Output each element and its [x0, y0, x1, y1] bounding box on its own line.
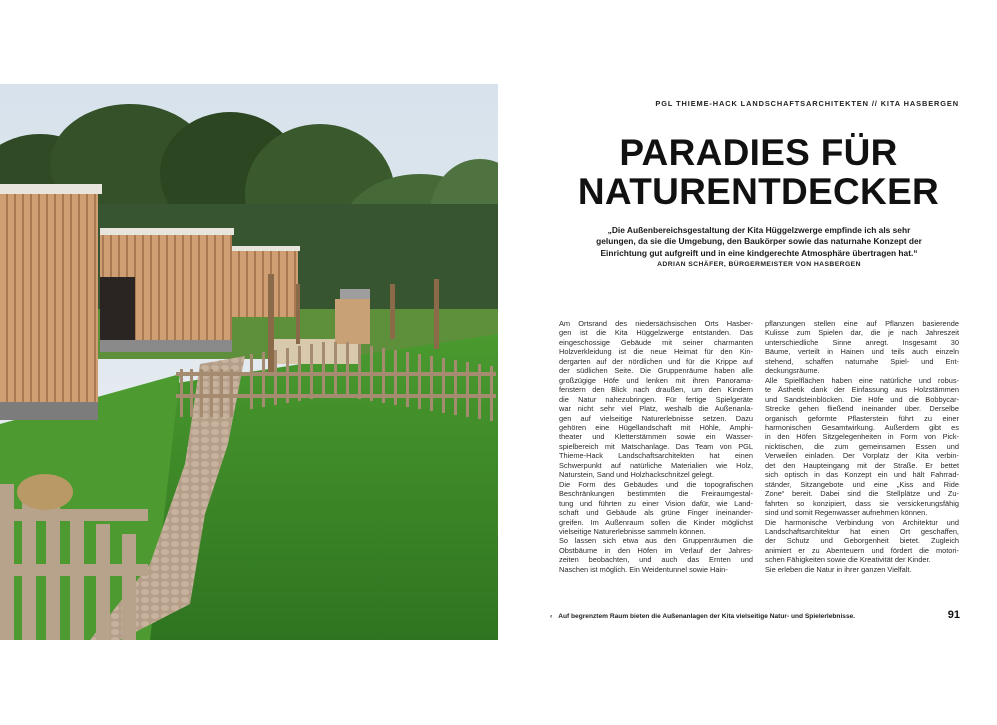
kita-courtyard-illustration	[0, 84, 498, 640]
pull-quote	[566, 225, 952, 259]
body-line: fenstern den Blick nach draußen, um den Kindern	[559, 385, 753, 395]
body-line: in den Höfen Sitzgelegenheiten in Form von Pick-	[765, 432, 959, 442]
body-line: Zone“ bereit. Dabei sind die Stellplätze und Zu-	[765, 489, 959, 499]
body-line: ständer, Sitzangebote und eine „Kiss and Ride	[765, 479, 959, 489]
body-line: gen ist die Kita Hüggelzwerge entstanden. Das	[559, 328, 753, 338]
headline-line-2: NATURENTDECKER	[577, 171, 940, 212]
body-line: fahrten so konzipiert, dass sie versickerungsfähig	[765, 498, 959, 508]
page-number: 91	[947, 609, 960, 621]
body-line: Verweilen einladen. Der Vorplatz der Kita verbin-	[765, 451, 959, 461]
body-column-2	[765, 319, 959, 574]
body-line: schaft und Gebäude als grüne Finger ineinander-	[559, 508, 753, 518]
headline-line-1: PARADIES FÜR	[619, 132, 898, 173]
body-line: Die Form des Gebäudes und die topografischen	[559, 479, 753, 489]
body-line: Landschaftsarchitektur hat einen Ort geschaffen,	[765, 526, 959, 536]
article-kicker: PGL THIEME-HACK LANDSCHAFTSARCHITEKTEN // KITA HASBERGEN	[655, 99, 959, 108]
body-line: nicktischen, die zum gemeinsamen Essen und	[765, 441, 959, 451]
body-line: Thieme-Hack Landschaftsarchitekten hat einen	[559, 451, 753, 461]
body-line: Kulisse zum Spielen dar, die je nach Jahreszeit	[765, 328, 959, 338]
body-line: Sie erleben die Natur in ihrer ganzen Vielfalt.	[765, 564, 912, 574]
body-line: det den Haupteingang mit der Straße. Er bettet	[765, 460, 959, 470]
play-structure	[335, 299, 370, 344]
body-line: Bäume, verteilt in Hainen und teils auch einzeln	[765, 347, 959, 357]
body-line: vielseitige Naturerlebnisse sammeln können.	[559, 526, 706, 536]
body-line: pflanzungen stellen eine auf Pflanzen basierende	[765, 319, 959, 328]
body-line: So lassen sich etwa aus den Gruppenräumen die	[559, 536, 753, 546]
body-line: Beschränkungen bestimmten die Freiraumgestal-	[559, 489, 753, 499]
body-line: te Ästhetik dank der Einfassung aus Holzstämmen	[765, 385, 959, 395]
body-line: tung und führten zu einer Vision dafür, wie Land-	[559, 498, 753, 508]
body-line: Strecke gehen fließend ineinander über. Derselbe	[765, 404, 959, 414]
body-line: dergarten auf der nördlichen und für die Krippe auf	[559, 356, 753, 366]
body-line: animiert er zu Abenteuern und fördert die motori-	[765, 545, 959, 555]
caption-text: Auf begrenztem Raum bieten die Außenanlagen der Kita vielseitige Natur- und Spielerlebnisse.	[558, 613, 856, 620]
body-line: theater und Kletterstämmen sowie ein Wasser-	[559, 432, 753, 442]
body-line: zeiten beobachten, und auch das Ernten und	[559, 555, 753, 565]
building-back	[232, 246, 300, 317]
quote-line: Einrichtung gut aufgreift und in eine kindgerechte Atmosphäre übertragen hat.“	[600, 247, 918, 258]
body-line: Naturstein, Sand und Holzhackschnitzel gelegt.	[559, 470, 714, 480]
body-line: sind und somit Regenwasser aufnehmen können.	[765, 508, 928, 518]
body-column-1	[559, 319, 753, 574]
body-line: spielbereich mit Matschanlage. Das Team von PGL	[559, 441, 753, 451]
body-line: Alle Spielflächen haben eine natürliche und robus-	[765, 375, 959, 385]
body-line: unterschiedliche Sinne anregt. Insgesamt 30	[765, 337, 959, 347]
body-line: sich optisch in das Konzept ein und hält Fahrrad-	[765, 470, 959, 480]
body-line: harmonischen Gesamtwirkung. Außerdem gibt es	[765, 422, 959, 432]
body-line: Holzverkleidung ist die neue Heimat für den Kin-	[559, 347, 753, 357]
body-line: großzügige Höfe und lenken mit ihren Panorama-	[559, 375, 753, 385]
body-line: Obstbäume in den Höfen im Verlauf der Jahres-	[559, 545, 753, 555]
article-headline	[540, 133, 977, 211]
caption-arrow-icon: ‹	[550, 613, 553, 620]
body-line: stehend, schaffen naturnahe Spiel- und Ent-	[765, 356, 959, 366]
body-line: der Schutz und Geborgenheit bietet. Zugleich	[765, 536, 959, 546]
body-line: schen Fähigkeiten sowie die Kreativität der Kinder.	[765, 555, 931, 565]
body-line: die Natur nahezubringen. Für fertige Spielgeräte	[559, 394, 753, 404]
body-line: Die harmonische Verbindung von Architektur und	[765, 517, 959, 527]
photo-caption	[550, 613, 880, 620]
body-line: Schwerpunkt auf natürliche Materialien wie Holz,	[559, 460, 753, 470]
body-line: greifen. Im Außenraum sollen die Kinder möglichst	[559, 517, 753, 527]
body-line: Am Ortsrand des niedersächsischen Orts Hasber-	[559, 319, 753, 328]
body-line: Naschen ist möglich. Ein Weidentunnel sowie Hain-	[559, 564, 728, 574]
body-line: und Sandsteinblöcken. Die Höfe und die Bobbycar-	[765, 394, 959, 404]
quote-line: gelungen, da sie die Umgebung, den Baukörper sowie das naturnahe Konzept der	[596, 236, 922, 247]
body-line: war nicht sehr viel Platz, weshalb die Außenanla-	[559, 404, 753, 414]
body-line: der südlichen Seite. Die Gruppenräume haben alle	[559, 366, 753, 376]
building-front	[0, 184, 102, 420]
hero-photo	[0, 84, 498, 640]
sandstone-block	[17, 474, 73, 510]
body-line: gehören eine Hügellandschaft mit Höhle, Amphi-	[559, 422, 753, 432]
body-line: organisch geformte Pflasterstein führt zu einer	[765, 413, 959, 423]
quote-attribution: ADRIAN SCHÄFER, BÜRGERMEISTER VON HASBERGEN	[657, 261, 861, 268]
quote-line: „Die Außenbereichsgestaltung der Kita Hüggelzwerge empfinde ich als sehr	[607, 225, 911, 235]
body-line: deckungsräume.	[765, 366, 820, 376]
body-line: eingeschossige Gebäude mit seiner charmanten	[559, 337, 753, 347]
building-middle	[100, 228, 234, 352]
body-line: gen auf vielseitige Naturerlebnisse setzen. Dazu	[559, 413, 753, 423]
